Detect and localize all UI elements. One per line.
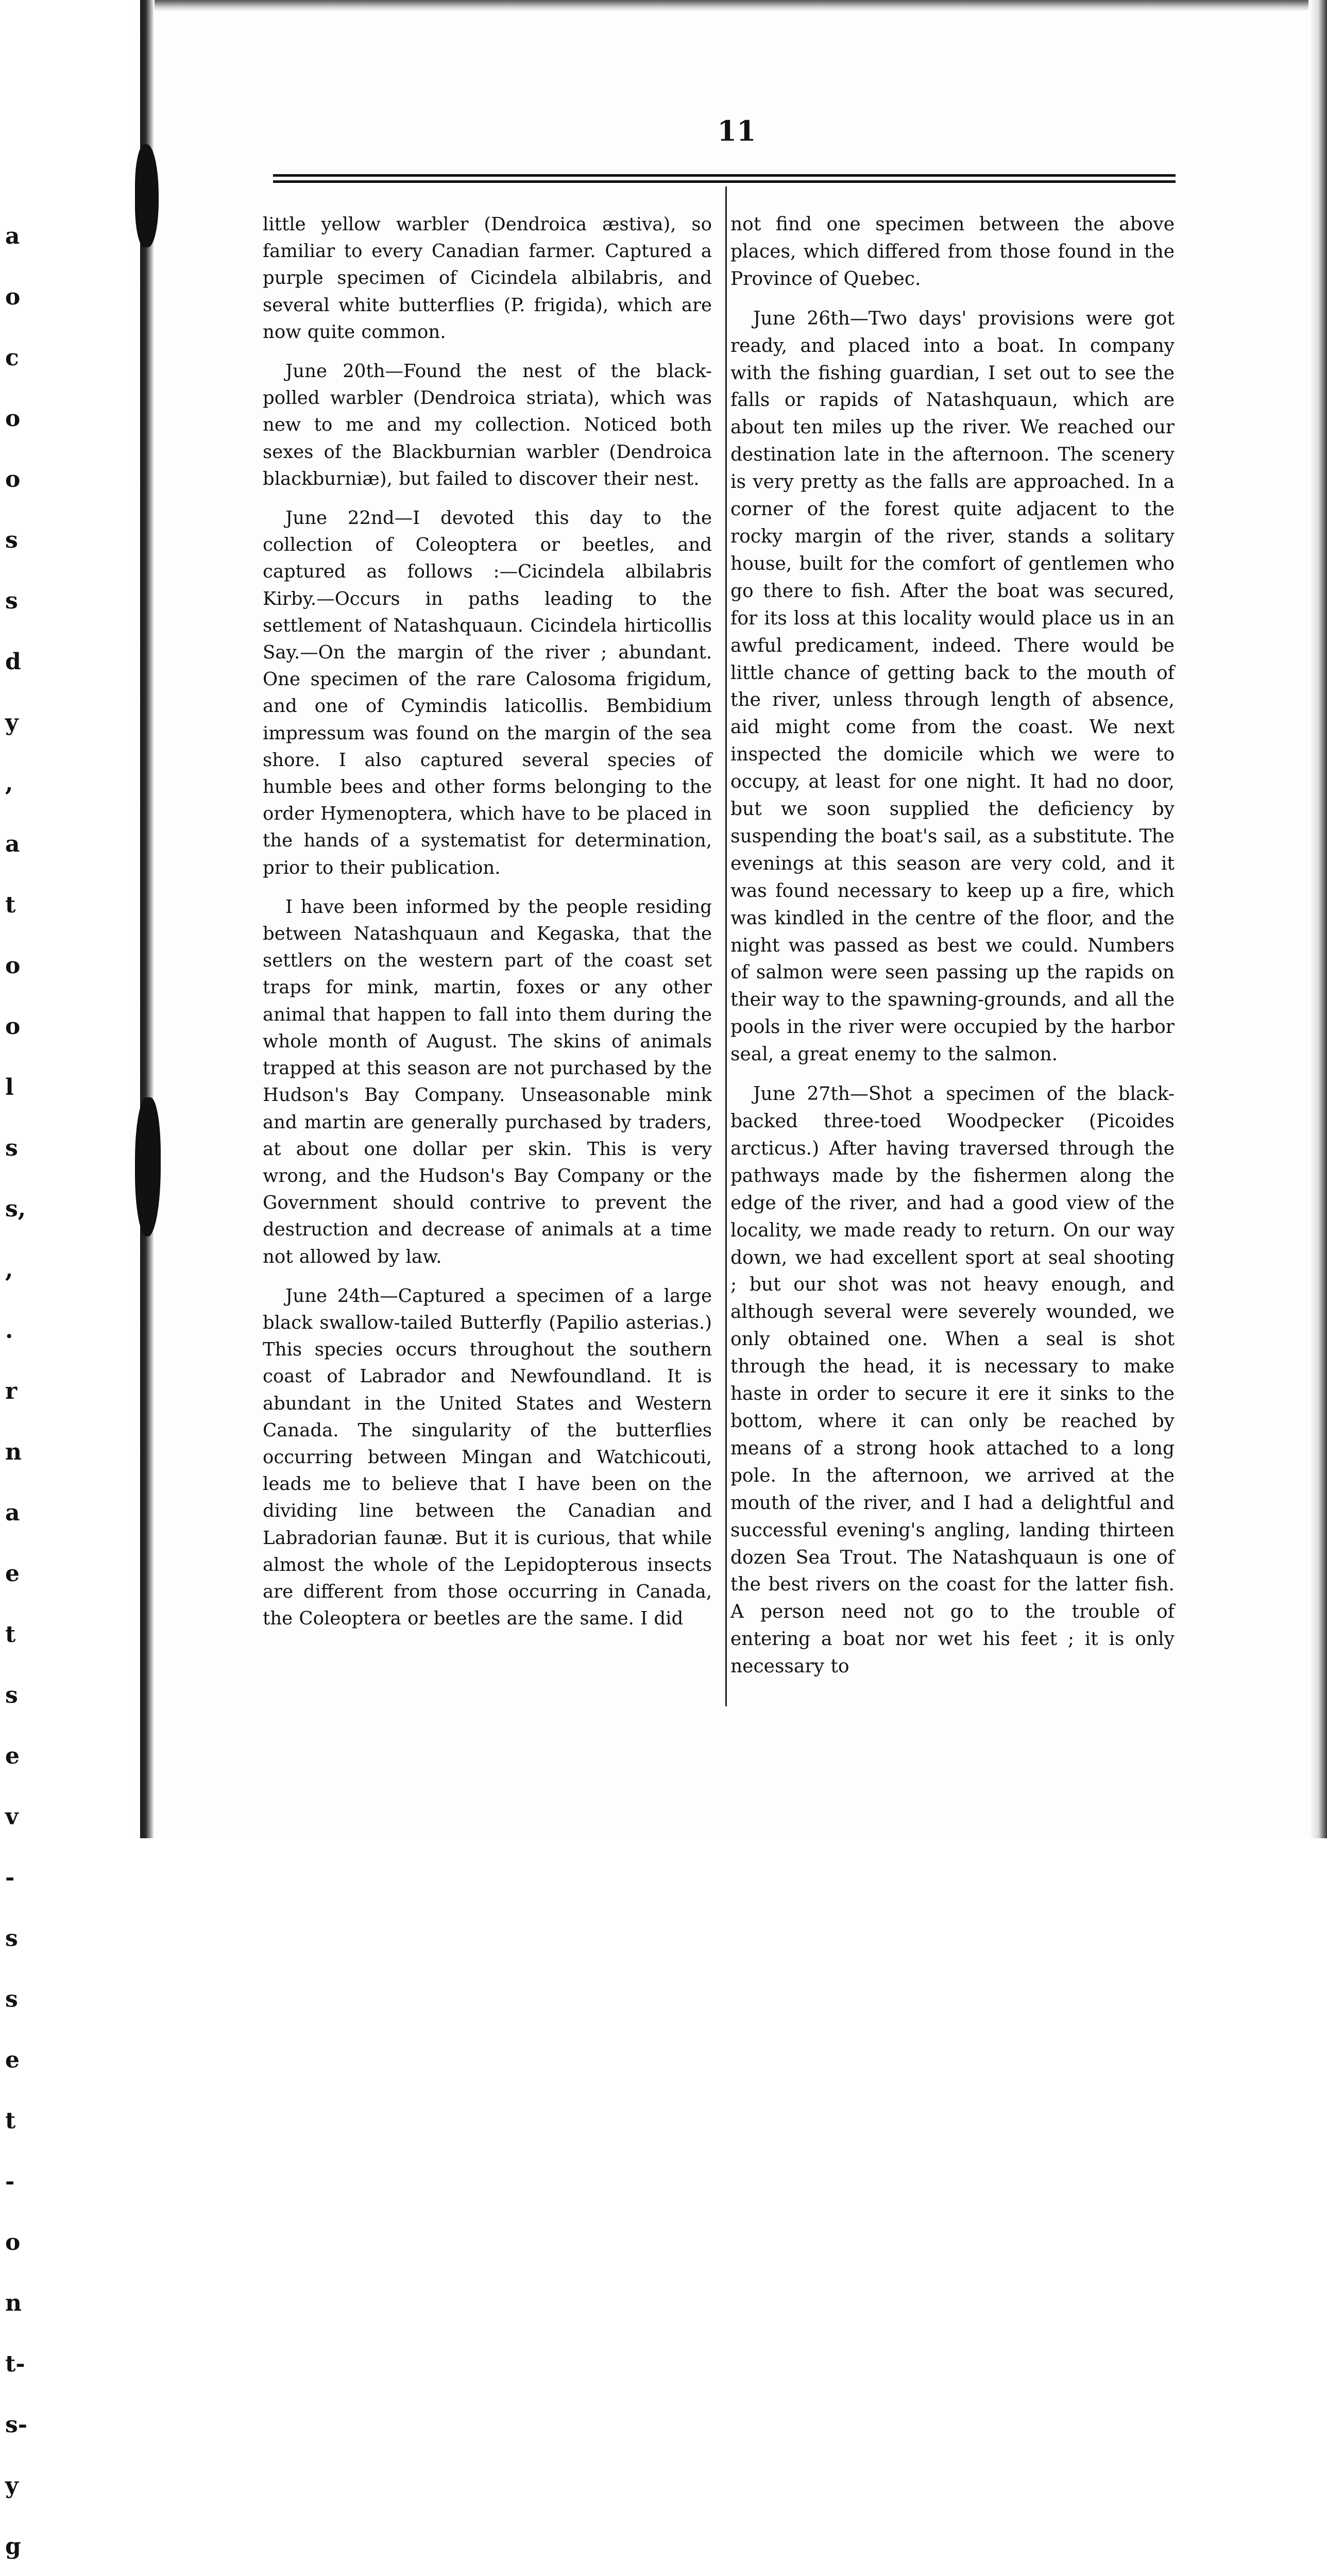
margin-fragment: g xyxy=(5,2533,21,2560)
margin-fragment: t xyxy=(5,2108,16,2134)
margin-fragment: o xyxy=(5,405,21,432)
margin-fragment: . xyxy=(5,1317,13,1344)
right-column xyxy=(730,211,1175,1693)
margin-fragment: s xyxy=(5,1986,18,2012)
margin-fragment: e xyxy=(5,1561,20,1587)
margin-fragment: - xyxy=(5,2168,15,2195)
binding-edge xyxy=(140,0,154,1838)
margin-fragment: r xyxy=(5,1378,18,1404)
margin-fragment: e xyxy=(5,2047,20,2073)
margin-fragment: o xyxy=(5,466,21,493)
margin-fragment: n xyxy=(5,1439,22,1465)
margin-fragment: o xyxy=(5,953,21,979)
paragraph: June 26th—Two days' provisions were got ready, and placed into a boat. In company with the fishing guardian, I set out to see the falls or rapids of Natashquaun, which are about ten miles up the river. We reached our destination late in the afternoon. The scenery is very pretty as the falls are approached. In a corner of the forest quite adjacent to the rocky margin of the river, stands a solitary house, built for the comfort of gentlemen who go there to fish. After the boat was secured, for its loss at this locality would place us in an awful predicament, indeed. There would be little chance of getting back to the mouth of the river, unless through length of absence, aid might come from the coast. We next inspected the domicile which we were to occupy, at least for one night. It had no door, but we soon supplied the deficiency by suspending the boat's sail, as a substitute. The evenings at this season are very cold, and it was found necessary to keep up a fire, which was kindled in the centre of the floor, and the night was passed as best we could. Numbers of salmon were seen passing up the rapids on their way to the spawning-grounds, and all the pools in the river were occupied by the harbor seal, a great enemy to the salmon. xyxy=(730,308,1175,1065)
margin-fragment: o xyxy=(5,1013,21,1040)
margin-fragment: a xyxy=(5,831,20,857)
paragraph: little yellow warbler (Dendroica æstiva), so familiar to every Canadian farmer. Captured a purple specimen of Cicindela albilabris, and several white butterflies (P. frigida), which are now quite common. xyxy=(263,214,712,343)
paragraph: June 24th—Captured a specimen of a large black swallow-tailed Butterfly (Papilio asterias.) This species occurs throughout the southern coast of Labrador and Newfoundland. It is abundant in the United States and Western Canada. The singularity of the butterflies occurring between Mingan and Watchicouti, leads me to believe that I have been on the dividing line between the Canadian and Labradorian faunæ. But it is curious, that while almost the whole of the Lepidopterous insects are different from those occurring in Canada, the Coleoptera or beetles are the same. I did xyxy=(263,1285,712,1630)
margin-fragment: s, xyxy=(5,1196,26,1222)
paragraph: June 22nd—I devoted this day to the collection of Coleoptera or beetles, and captured as follows :—Cicindela albilabris Kirby.—Occurs in paths leading to the settlement of Natashquaun. Cicindela hirticollis Say.—On the margin of the river ; abundant. One specimen of the rare Calosoma frigidum, and one of Cymindis laticollis. Bembidium impressum was found on the margin of the sea shore. I also captured several species of humble bees and other forms belonging to the order Hymenoptera, which have to be placed in the hands of a systematist for determination, prior to their publication. xyxy=(263,507,712,878)
paragraph: June 20th—Found the nest of the black-polled warbler (Dendroica striata), which was new to me and my collection. Noticed both sexes of the Blackburnian warbler (Dendroica blackburniæ), but failed to discover their nest. xyxy=(263,361,712,489)
margin-fragment: s xyxy=(5,1682,18,1708)
margin-fragment: - xyxy=(5,1865,15,1891)
margin-fragment: s xyxy=(5,1925,18,1952)
top-edge-shadow xyxy=(155,0,1308,11)
margin-fragment: s xyxy=(5,588,18,614)
margin-fragment: n xyxy=(5,2290,22,2316)
header-rule xyxy=(273,180,1176,183)
margin-fragment: c xyxy=(5,345,19,371)
margin-fragment: v xyxy=(5,1804,19,1830)
margin-fragment: l xyxy=(5,1074,14,1100)
margin-fragment: e xyxy=(5,1743,20,1769)
paragraph: June 27th—Shot a specimen of the black-backed three-toed Woodpecker (Picoides arcticus.) After having traversed through the pathways made by the fishermen along the edge of the river, and had a good view of the locality, we made ready to return. On our way down, we had excellent sport at seal shooting ; but our shot was not heavy enough, and although several were severely wounded, we only obtained one. When a seal is shot through the head, it is necessary to make haste in order to secure it ere it sinks to the bottom, where it can only be reached by means of a strong hook attached to a long pole. In the afternoon, we arrived at the mouth of the river, and I had a delightful and successful evening's angling, landing thirteen dozen Sea Trout. The Natashquaun is one of the best rivers on the coast for the latter fish. A person need not go to the trouble of entering a boat nor wet his feet ; it is only necessary to xyxy=(730,1083,1175,1677)
adjacent-page-strip xyxy=(0,0,129,2560)
right-edge-shadow xyxy=(1309,0,1327,1838)
adjacent-page-margin-text xyxy=(5,206,36,2576)
paragraph: not find one specimen between the above places, which differed from those found in the Province of Quebec. xyxy=(730,214,1175,290)
margin-fragment: t- xyxy=(5,2351,25,2377)
margin-fragment: y xyxy=(5,2472,19,2499)
header-rule xyxy=(273,174,1176,177)
margin-fragment: y xyxy=(5,709,19,736)
column-divider xyxy=(725,187,727,1706)
margin-fragment: a xyxy=(5,1500,20,1526)
margin-fragment: t xyxy=(5,892,16,918)
margin-fragment: d xyxy=(5,649,21,675)
page-number: 11 xyxy=(717,114,756,147)
margin-fragment: s- xyxy=(5,2412,28,2438)
ink-blot xyxy=(135,1097,161,1236)
margin-fragment: , xyxy=(5,1257,13,1283)
margin-fragment: s xyxy=(5,527,18,553)
ink-blot xyxy=(135,144,159,247)
margin-fragment: t xyxy=(5,1621,16,1648)
paragraph: I have been informed by the people residing between Natashquaun and Kegaska, that the settlers on the western part of the coast set traps for mink, martin, foxes or any other animal that happen to fall into them during the whole month of August. The skins of animals trapped at this season are not purchased by the Hudson's Bay Company. Unseasonable mink and martin are generally purchased by traders, at about one dollar per skin. This is very wrong, and the Hudson's Bay Company or the Government should contrive to prevent the destruction and decrease of animals at a time not allowed by law. xyxy=(263,896,712,1267)
margin-fragment: s xyxy=(5,1135,18,1161)
margin-fragment: , xyxy=(5,770,13,796)
left-column xyxy=(263,211,712,1645)
margin-fragment: o xyxy=(5,284,21,310)
margin-fragment: o xyxy=(5,2229,21,2256)
margin-fragment: a xyxy=(5,223,20,249)
